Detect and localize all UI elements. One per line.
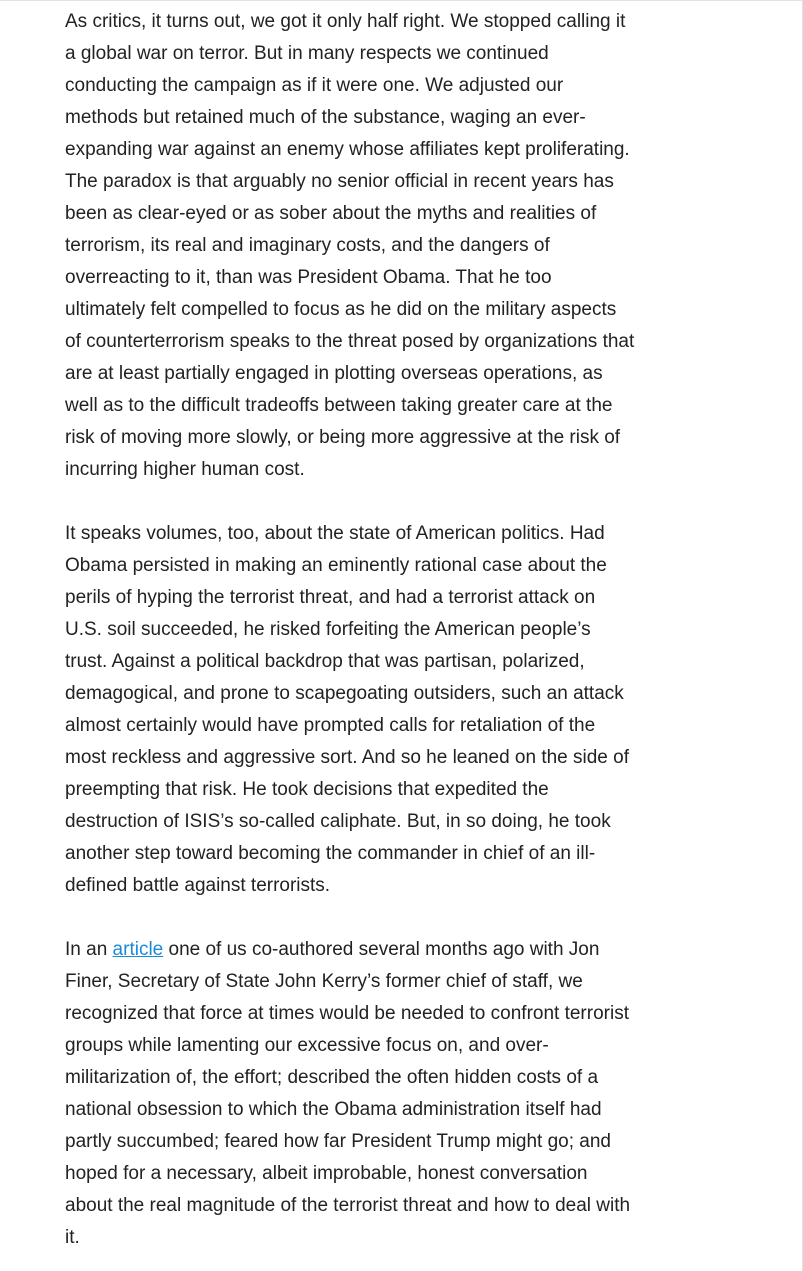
text-line: it. — [65, 1227, 80, 1248]
text-line: Obama persisted in making an eminently rational case about the — [65, 555, 607, 576]
text-line: well as to the difficult tradeoffs between taking greater care at the — [65, 395, 613, 416]
article-link[interactable]: article — [112, 939, 164, 960]
text-line: militarization of, the effort; described the often hidden costs of a — [65, 1067, 599, 1088]
text-line: hoped for a necessary, albeit improbable, honest conversation — [65, 1163, 588, 1184]
text-line: destruction of ISIS’s so-called caliphate. But, in so doing, he took — [65, 811, 611, 832]
text-line: partly succumbed; feared how far President Trump might go; and — [65, 1131, 611, 1152]
text-line: It speaks volumes, too, about the state of American politics. Had — [65, 523, 605, 544]
text-line: methods but retained much of the substance, waging an ever- — [65, 107, 586, 128]
paragraph-1 — [65, 6, 669, 486]
article-body — [65, 6, 669, 1254]
top-divider — [0, 0, 803, 1]
text-line: The paradox is that arguably no senior official in recent years has — [65, 171, 614, 192]
text-line: recognized that force at times would be needed to confront terrorist — [65, 1003, 629, 1024]
text-line: ultimately felt compelled to focus as he did on the military aspects — [65, 299, 617, 320]
text-line: been as clear-eyed or as sober about the myths and realities of — [65, 203, 597, 224]
text-before-link: In an — [65, 939, 113, 960]
text-line: expanding war against an enemy whose affiliates kept proliferating. — [65, 139, 630, 160]
text-line: perils of hyping the terrorist threat, and had a terrorist attack on — [65, 587, 596, 608]
text-line: demagogical, and prone to scapegoating outsiders, such an attack — [65, 683, 624, 704]
text-line: preempting that risk. He took decisions that expedited the — [65, 779, 549, 800]
text-line: groups while lamenting our excessive focus on, and over- — [65, 1035, 549, 1056]
text-line: U.S. soil succeeded, he risked forfeiting the American people’s — [65, 619, 591, 640]
text-line: Finer, Secretary of State John Kerry’s former chief of staff, we — [65, 971, 583, 992]
text-line: national obsession to which the Obama administration itself had — [65, 1099, 602, 1120]
text-line: incurring higher human cost. — [65, 459, 305, 480]
text-line: most reckless and aggressive sort. And so he leaned on the side of — [65, 747, 629, 768]
text-line: of counterterrorism speaks to the threat posed by organizations that — [65, 331, 635, 352]
text-line: conducting the campaign as if it were one. We adjusted our — [65, 75, 564, 96]
text-line: overreacting to it, than was President Obama. That he too — [65, 267, 552, 288]
text-line: As critics, it turns out, we got it only half right. We stopped calling it — [65, 11, 626, 32]
text-line: defined battle against terrorists. — [65, 875, 331, 896]
text-line: about the real magnitude of the terrorist threat and how to deal with — [65, 1195, 631, 1216]
text-line: are at least partially engaged in plotting overseas operations, as — [65, 363, 603, 384]
paragraph-3 — [65, 934, 669, 1254]
text-line-with-link — [65, 934, 669, 966]
text-line: a global war on terror. But in many respects we continued — [65, 43, 549, 64]
text-line: trust. Against a political backdrop that was partisan, polarized, — [65, 651, 585, 672]
text-line: terrorism, its real and imaginary costs, and the dangers of — [65, 235, 550, 256]
text-line: another step toward becoming the commander in chief of an ill- — [65, 843, 596, 864]
text-line: almost certainly would have prompted calls for retaliation of the — [65, 715, 596, 736]
text-line: risk of moving more slowly, or being more aggressive at the risk of — [65, 427, 621, 448]
text-after-link: one of us co-authored several months ago with Jon — [163, 939, 600, 960]
paragraph-2 — [65, 518, 669, 902]
